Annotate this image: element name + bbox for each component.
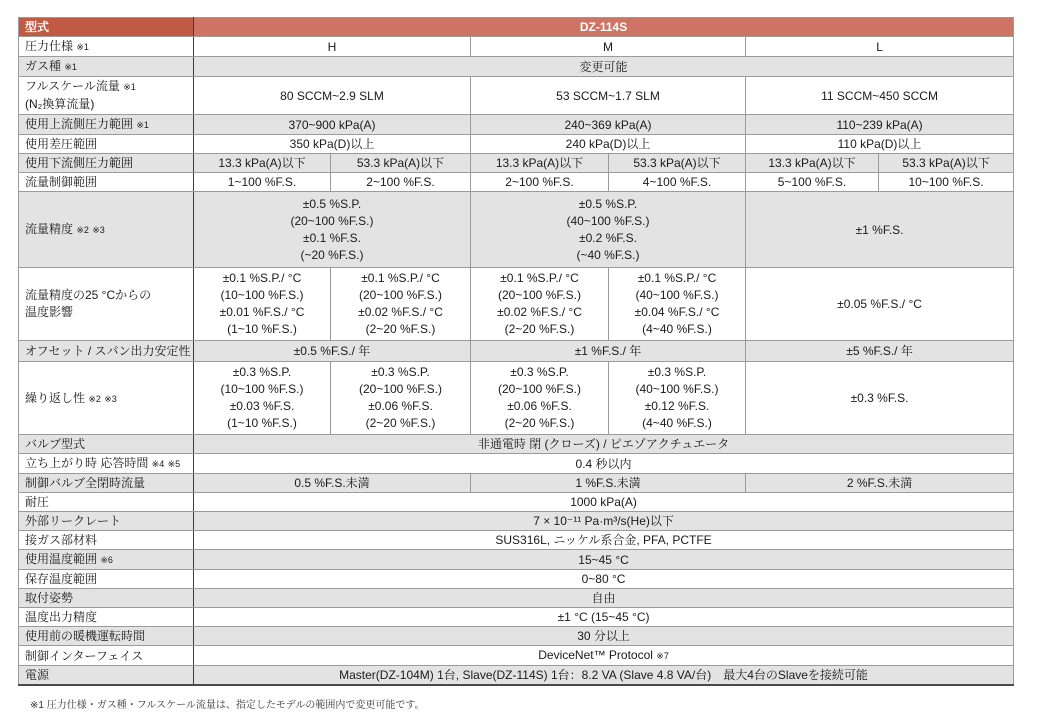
spec-cell-full-scale-flow-1: 53 SCCM~1.7 SLM: [471, 77, 746, 115]
row-label-gas-type: ガス種 ※1: [19, 57, 194, 77]
spec-cell-offset-span-stability-0: ±0.5 %F.S./ 年: [194, 341, 471, 362]
spec-row-differential-pressure-range: [19, 135, 1014, 154]
spec-cell-flow-control-range-0: 1~100 %F.S.: [194, 173, 331, 192]
row-label-storage-temp-range: 保存温度範囲: [19, 570, 194, 589]
spec-cell-valve-type-0: 非通電時 閉 (クローズ) / ピエゾアクチュエータ: [194, 435, 1014, 454]
row-label-closed-valve-flow: 制御バルブ全閉時流量: [19, 474, 194, 493]
spec-cell-temp-influence-1: ±0.1 %S.P./ °C (20~100 %F.S.) ±0.02 %F.S./ °C (2~20 %F.S.): [331, 268, 471, 341]
spec-cell-flow-control-range-3: 4~100 %F.S.: [609, 173, 746, 192]
spec-cell-upstream-pressure-range-2: 110~239 kPa(A): [746, 115, 1014, 135]
spec-cell-offset-span-stability-2: ±5 %F.S./ 年: [746, 341, 1014, 362]
row-label-valve-type: バルブ型式: [19, 435, 194, 454]
spec-cell-downstream-pressure-range-5: 53.3 kPa(A)以下: [879, 154, 1014, 173]
spec-cell-closed-valve-flow-0: 0.5 %F.S.未満: [194, 474, 471, 493]
row-label-full-scale-flow: フルスケール流量 ※1 (N₂換算流量): [19, 77, 194, 115]
row-label-flow-accuracy: 流量精度 ※2 ※3: [19, 192, 194, 268]
row-label-temp-output-accuracy: 温度出力精度: [19, 608, 194, 627]
spec-cell-external-leak-rate-0: 7 × 10⁻¹¹ Pa·m³/s(He)以下: [194, 512, 1014, 531]
row-label-control-interface: 制御インターフェイス: [19, 646, 194, 666]
spec-cell-differential-pressure-range-2: 110 kPa(D)以上: [746, 135, 1014, 154]
row-label-warmup-time: 使用前の暖機運転時間: [19, 627, 194, 646]
spec-row-operating-temp-range: [19, 550, 1014, 570]
spec-cell-model-0: DZ-114S: [194, 18, 1014, 37]
footnote-marker: ※4: [151, 459, 165, 469]
spec-cell-pressure-spec-2: L: [746, 37, 1014, 57]
footnote-marker: ※5: [167, 459, 181, 469]
row-label-proof-pressure: 耐圧: [19, 493, 194, 512]
row-label-response-time: 立ち上がり時 応答時間 ※4 ※5: [19, 454, 194, 474]
spec-cell-temp-influence-0: ±0.1 %S.P./ °C (10~100 %F.S.) ±0.01 %F.S./ °C (1~10 %F.S.): [194, 268, 331, 341]
spec-cell-gas-type-0: 変更可能: [194, 57, 1014, 77]
row-label-operating-temp-range: 使用温度範囲 ※6: [19, 550, 194, 570]
spec-cell-flow-accuracy-2: ±1 %F.S.: [746, 192, 1014, 268]
spec-cell-flow-control-range-1: 2~100 %F.S.: [331, 173, 471, 192]
spec-cell-wetted-materials-0: SUS316L, ニッケル系合金, PFA, PCTFE: [194, 531, 1014, 550]
footnote-marker: ※1: [136, 120, 149, 130]
spec-row-temp-output-accuracy: [19, 608, 1014, 627]
spec-row-offset-span-stability: [19, 341, 1014, 362]
spec-cell-temp-influence-2: ±0.1 %S.P./ °C (20~100 %F.S.) ±0.02 %F.S./ °C (2~20 %F.S.): [471, 268, 609, 341]
spec-row-response-time: [19, 454, 1014, 474]
spec-cell-full-scale-flow-0: 80 SCCM~2.9 SLM: [194, 77, 471, 115]
spec-cell-downstream-pressure-range-3: 53.3 kPa(A)以下: [609, 154, 746, 173]
spec-row-model: [19, 18, 1014, 37]
spec-row-storage-temp-range: [19, 570, 1014, 589]
spec-cell-offset-span-stability-1: ±1 %F.S./ 年: [471, 341, 746, 362]
spec-cell-repeatability-4: ±0.3 %F.S.: [746, 362, 1014, 435]
spec-cell-flow-control-range-5: 10~100 %F.S.: [879, 173, 1014, 192]
row-label-pressure-spec: 圧力仕様 ※1: [19, 37, 194, 57]
spec-cell-pressure-spec-0: H: [194, 37, 471, 57]
spec-cell-storage-temp-range-0: 0~80 °C: [194, 570, 1014, 589]
spec-row-external-leak-rate: [19, 512, 1014, 531]
row-label-external-leak-rate: 外部リークレート: [19, 512, 194, 531]
spec-row-temp-influence: [19, 268, 1014, 341]
spec-cell-downstream-pressure-range-0: 13.3 kPa(A)以下: [194, 154, 331, 173]
spec-cell-repeatability-3: ±0.3 %S.P. (40~100 %F.S.) ±0.12 %F.S. (4~40 %F.S.): [609, 362, 746, 435]
row-label-offset-span-stability: オフセット / スパン出力安定性: [19, 341, 194, 362]
footnote-marker: ※3: [104, 393, 117, 404]
spec-cell-flow-control-range-2: 2~100 %F.S.: [471, 173, 609, 192]
spec-cell-operating-temp-range-0: 15~45 °C: [194, 550, 1014, 570]
row-label-upstream-pressure-range: 使用上流側圧力範囲 ※1: [19, 115, 194, 135]
footnote-marker: ※1: [76, 42, 89, 52]
row-label-wetted-materials: 接ガス部材料: [19, 531, 194, 550]
footnote-marker: ※7: [656, 651, 669, 661]
spec-row-power-supply: [19, 666, 1014, 686]
spec-row-gas-type: [19, 57, 1014, 77]
spec-cell-proof-pressure-0: 1000 kPa(A): [194, 493, 1014, 512]
row-label-temp-influence: 流量精度の25 °Cからの 温度影響: [19, 268, 194, 341]
spec-cell-repeatability-1: ±0.3 %S.P. (20~100 %F.S.) ±0.06 %F.S. (2~20 %F.S.): [331, 362, 471, 435]
footnote-marker: ※3: [92, 225, 105, 235]
spec-cell-temp-output-accuracy-0: ±1 °C (15~45 °C): [194, 608, 1014, 627]
spec-row-closed-valve-flow: [19, 474, 1014, 493]
spec-cell-flow-control-range-4: 5~100 %F.S.: [746, 173, 879, 192]
spec-row-flow-control-range: [19, 173, 1014, 192]
row-label-power-supply: 電源: [19, 666, 194, 686]
spec-cell-differential-pressure-range-1: 240 kPa(D)以上: [471, 135, 746, 154]
spec-cell-power-supply-0: Master(DZ-104M) 1台, Slave(DZ-114S) 1台：8.2 VA (Slave 4.8 VA/台) 最大4台のSlaveを接続可能: [194, 666, 1014, 686]
spec-cell-warmup-time-0: 30 分以上: [194, 627, 1014, 646]
footnote-marker: ※2: [88, 393, 101, 404]
spec-cell-downstream-pressure-range-4: 13.3 kPa(A)以下: [746, 154, 879, 173]
row-label-flow-control-range: 流量制御範囲: [19, 173, 194, 192]
footnote-marker: ※6: [100, 555, 113, 565]
footnote-marker: ※1: [64, 62, 77, 72]
spec-cell-upstream-pressure-range-0: 370~900 kPa(A): [194, 115, 471, 135]
spec-row-wetted-materials: [19, 531, 1014, 550]
row-label-downstream-pressure-range: 使用下流側圧力範囲: [19, 154, 194, 173]
spec-cell-repeatability-0: ±0.3 %S.P. (10~100 %F.S.) ±0.03 %F.S. (1~10 %F.S.): [194, 362, 331, 435]
footnote-marker: ※2: [76, 225, 89, 235]
spec-cell-temp-influence-3: ±0.1 %S.P./ °C (40~100 %F.S.) ±0.04 %F.S./ °C (4~40 %F.S.): [609, 268, 746, 341]
spec-row-full-scale-flow: [19, 77, 1014, 115]
spec-cell-flow-accuracy-1: ±0.5 %S.P. (40~100 %F.S.) ±0.2 %F.S. (~40 %F.S.): [471, 192, 746, 268]
spec-row-downstream-pressure-range: [19, 154, 1014, 173]
spec-row-valve-type: [19, 435, 1014, 454]
spec-cell-closed-valve-flow-1: 1 %F.S.未満: [471, 474, 746, 493]
spec-cell-repeatability-2: ±0.3 %S.P. (20~100 %F.S.) ±0.06 %F.S. (2~20 %F.S.): [471, 362, 609, 435]
spec-cell-pressure-spec-1: M: [471, 37, 746, 57]
row-label-model: 型式: [19, 18, 194, 37]
spec-cell-temp-influence-4: ±0.05 %F.S./ °C: [746, 268, 1014, 341]
spec-cell-downstream-pressure-range-2: 13.3 kPa(A)以下: [471, 154, 609, 173]
spec-cell-downstream-pressure-range-1: 53.3 kPa(A)以下: [331, 154, 471, 173]
spec-cell-upstream-pressure-range-1: 240~369 kPa(A): [471, 115, 746, 135]
footnote-marker: ※1: [123, 82, 136, 92]
spec-row-pressure-spec: [19, 37, 1014, 57]
spec-row-repeatability: [19, 362, 1014, 435]
spec-row-proof-pressure: [19, 493, 1014, 512]
row-label-differential-pressure-range: 使用差圧範囲: [19, 135, 194, 154]
spec-cell-closed-valve-flow-2: 2 %F.S.未満: [746, 474, 1014, 493]
spec-table-wrapper: [18, 17, 1014, 686]
spec-cell-differential-pressure-range-0: 350 kPa(D)以上: [194, 135, 471, 154]
row-label-mounting-orientation: 取付姿勢: [19, 589, 194, 608]
spec-cell-mounting-orientation-0: 自由: [194, 589, 1014, 608]
footnote-text: ※1 圧力仕様・ガス種・フルスケール流量は、指定したモデルの範囲内で変更可能です。: [30, 700, 425, 711]
spec-cell-flow-accuracy-0: ±0.5 %S.P. (20~100 %F.S.) ±0.1 %F.S. (~20 %F.S.): [194, 192, 471, 268]
spec-row-warmup-time: [19, 627, 1014, 646]
spec-cell-full-scale-flow-2: 11 SCCM~450 SCCM: [746, 77, 1014, 115]
spec-row-flow-accuracy: [19, 192, 1014, 268]
row-label-repeatability: 繰り返し性 ※2 ※3: [19, 362, 194, 435]
spec-table: [18, 17, 1014, 686]
spec-cell-response-time-0: 0.4 秒以内: [194, 454, 1014, 474]
spec-row-upstream-pressure-range: [19, 115, 1014, 135]
spec-cell-control-interface-0: DeviceNet™ Protocol ※7: [194, 646, 1014, 666]
spec-row-mounting-orientation: [19, 589, 1014, 608]
spec-row-control-interface: [19, 646, 1014, 666]
